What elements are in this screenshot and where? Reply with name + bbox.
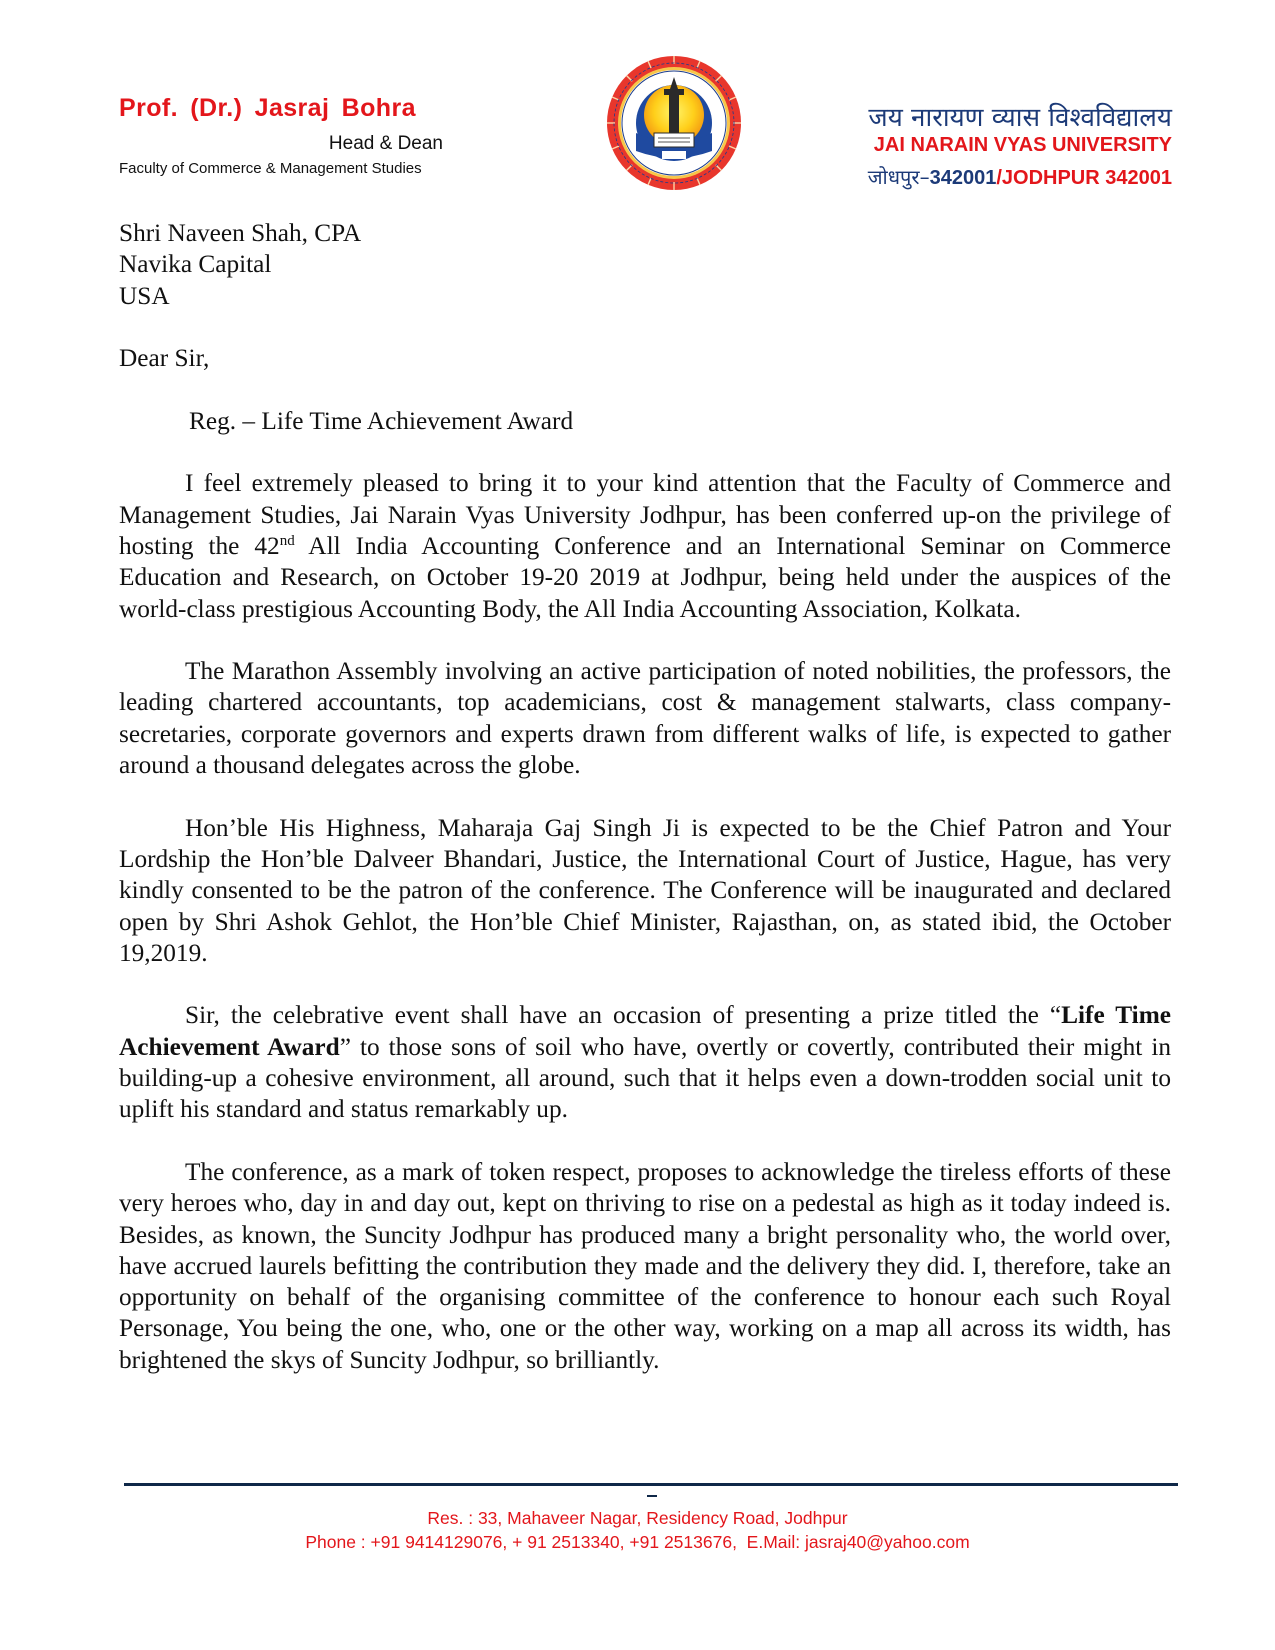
paragraph-4: Sir, the celebrative event shall have an occasion of presenting a prize titled the “Life Time Achievement Award” to those sons of soil who have, overtly or covertly, contributed their might in building-up a cohesive environment, all around, such that it helps even a down-trodden social unit to uplift his standard and status remarkably up. bbox=[119, 1001, 1171, 1124]
ordinal-suffix: nd bbox=[279, 532, 295, 549]
university-name-english: JAI NARAIN VYAS UNIVERSITY bbox=[873, 134, 1172, 156]
sender-name: Prof. (Dr.) Jasraj Bohra bbox=[119, 94, 416, 122]
university-seal-icon bbox=[606, 55, 742, 191]
paragraph-3: Hon’ble His Highness, Maharaja Gaj Singh Ji is expected to be the Chief Patron and Your Lordship the Hon’ble Dalveer Bhandari, Justice, the International Court of Justice, Hague, has very kindly consented to be the patron of the conference. The Conference will be inaugurated and declared open by Shri Ashok Gehlot, the Hon’ble Chief Minister, Rajasthan, on, as stated ibid, the October 19,2019. bbox=[119, 813, 1171, 967]
recipient-address bbox=[119, 218, 1171, 312]
sender-role: Head & Dean bbox=[328, 133, 443, 154]
university-name-hindi: जय नारायण व्यास विश्वविद्यालय bbox=[868, 103, 1172, 133]
city-hindi: जोधपुर– bbox=[867, 165, 930, 189]
footer-divider bbox=[124, 1483, 1178, 1486]
footer-divider-mark bbox=[647, 1495, 657, 1497]
subject-line: Reg. – Life Time Achievement Award bbox=[189, 406, 574, 435]
university-city bbox=[868, 163, 1172, 190]
recipient-country: USA bbox=[119, 281, 170, 310]
paragraph-5: The conference, as a mark of token respect, proposes to acknowledge the tireless efforts of these very heroes who, day in and day out, kept on thriving to rise on a pedestal as high as it today indeed is. Besides, as known, the Suncity Jodhpur has produced many a bright personality who, the world over, have accrued laurels befitting the contribution they made and the delivery they did. I, therefore, take an opportunity on behalf of the organising committee of the conference to honour each such Royal Personage, You being the one, who, one or the other way, working on a map all across its width, has brightened the skys of Suncity Jodhpur, so brilliantly. bbox=[119, 1157, 1171, 1374]
letter-body bbox=[119, 218, 1171, 1376]
paragraph-2: The Marathon Assembly involving an active participation of noted nobilities, the professors, the leading chartered accountants, top academicians, cost & management stalwarts, class company-secretaries, corporate governors and experts drawn from different walks of life, is expected to gather around a thousand delegates across the globe. bbox=[119, 657, 1171, 780]
footer-contact: Phone : +91 9414129076, + 91 2513340, +91 2513676, E.Mail: jasraj40@yahoo.com bbox=[305, 1532, 970, 1552]
footer-address: Res. : 33, Mahaveer Nagar, Residency Road, Jodhpur bbox=[427, 1508, 848, 1528]
city-english: /JODHPUR 342001 bbox=[996, 167, 1172, 189]
award-title: Life Time Achievement Award bbox=[119, 1001, 1171, 1061]
salutation: Dear Sir, bbox=[119, 344, 210, 373]
recipient-company: Navika Capital bbox=[119, 250, 272, 279]
city-pin: 342001 bbox=[929, 167, 997, 189]
recipient-name: Shri Naveen Shah, CPA bbox=[119, 219, 362, 247]
sender-faculty: Faculty of Commerce & Management Studies bbox=[119, 160, 422, 177]
paragraph-1: I feel extremely pleased to bring it to your kind attention that the Faculty of Commerce and Management Studies, Jai Narain Vyas University Jodhpur, has been conferred up-on the privilege of hosting the 42nd All India Accounting Conference and an International Seminar on Commerce Education and Research, on October 19-20 2019 at Jodhpur, being held under the auspices of the world-class prestigious Accounting Body, the All India Accounting Association, Kolkata. bbox=[119, 469, 1171, 623]
